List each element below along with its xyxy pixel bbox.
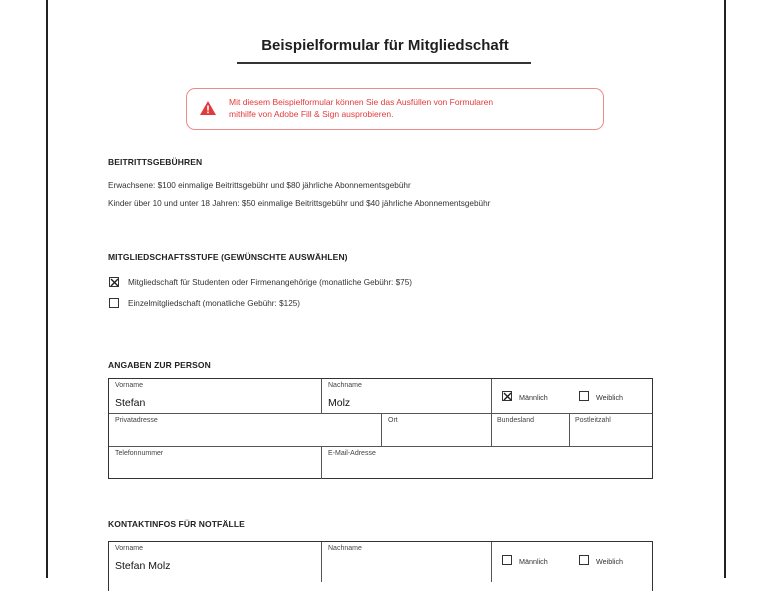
last-name-label: Nachname <box>328 382 362 389</box>
emergency-female-checkbox[interactable] <box>579 555 589 565</box>
personal-heading: ANGABEN ZUR PERSON <box>108 360 211 370</box>
female-checkbox[interactable] <box>579 391 589 401</box>
emergency-info-grid <box>108 541 653 591</box>
state-label: Bundesland <box>497 417 534 424</box>
notice-box <box>186 88 604 130</box>
email-field[interactable] <box>322 447 652 478</box>
male-checkbox[interactable] <box>502 391 512 401</box>
fees-heading: BEITRITTSGEBÜHREN <box>108 157 203 167</box>
address-label: Privatadresse <box>115 417 158 424</box>
notice-line-2: mithilfe von Adobe Fill & Sign ausprobieren. <box>229 109 394 119</box>
emergency-male-label: Männlich <box>519 557 548 566</box>
notice-line-1: Mit diesem Beispielformular können Sie das Ausfüllen von Formularen <box>229 97 494 107</box>
city-label: Ort <box>388 417 398 424</box>
form-title: Beispielformular für Mitgliedschaft <box>261 37 509 54</box>
fees-adults: Erwachsene: $100 einmalige Beitrittsgebühr und $80 jährliche Abonnementsgebühr <box>108 181 411 190</box>
warning-icon <box>199 100 217 116</box>
notice-text <box>229 96 589 120</box>
city-field[interactable] <box>382 414 491 446</box>
phone-field[interactable] <box>109 447 321 478</box>
last-name-field[interactable] <box>322 379 491 413</box>
membership-option-individual-checkbox[interactable] <box>109 298 119 308</box>
emergency-first-name-field[interactable] <box>109 542 321 578</box>
membership-option-individual-label: Einzelmitgliedschaft (monatliche Gebühr: $125) <box>128 299 301 308</box>
last-name-value: Molz <box>328 397 351 409</box>
male-label: Männlich <box>519 393 548 402</box>
emergency-last-name-field[interactable] <box>322 542 491 578</box>
page-edge-right <box>724 0 726 578</box>
emergency-heading: KONTAKTINFOS FÜR NOTFÄLLE <box>108 519 245 529</box>
membership-heading: MITGLIEDSCHAFTSSTUFE (GEWÜNSCHTE AUSWÄHLEN) <box>108 252 348 262</box>
emergency-female-label: Weiblich <box>596 557 624 566</box>
membership-option-student-checkbox[interactable] <box>109 277 119 287</box>
address-field[interactable] <box>109 414 381 446</box>
checkmark-x-icon <box>503 392 513 402</box>
zip-field[interactable] <box>570 414 652 446</box>
emergency-first-name-value: Stefan Molz <box>115 560 171 572</box>
first-name-value: Stefan <box>115 397 146 409</box>
female-label: Weiblich <box>596 393 624 402</box>
personal-info-grid <box>108 378 653 479</box>
emergency-male-checkbox[interactable] <box>502 555 512 565</box>
state-field[interactable] <box>492 414 569 446</box>
email-label: E-Mail-Adresse <box>328 450 376 457</box>
page-edge-left <box>46 0 48 578</box>
fees-children: Kinder über 10 und unter 18 Jahren: $50 einmalige Beitrittsgebühr und $40 jährliche Abonnementsgebühr <box>108 199 491 208</box>
title-underline <box>237 62 531 64</box>
membership-option-student-label: Mitgliedschaft für Studenten oder Firmenangehörige (monatliche Gebühr: $75) <box>128 278 412 287</box>
first-name-label: Vorname <box>115 382 144 389</box>
phone-label: Telefonnummer <box>115 450 164 457</box>
grid-col-divider <box>491 542 492 582</box>
checkmark-x-icon <box>110 278 120 288</box>
emergency-first-name-label: Vorname <box>115 545 144 552</box>
emergency-last-name-label: Nachname <box>328 545 362 552</box>
first-name-field[interactable] <box>109 379 321 413</box>
zip-label: Postleitzahl <box>575 417 611 424</box>
